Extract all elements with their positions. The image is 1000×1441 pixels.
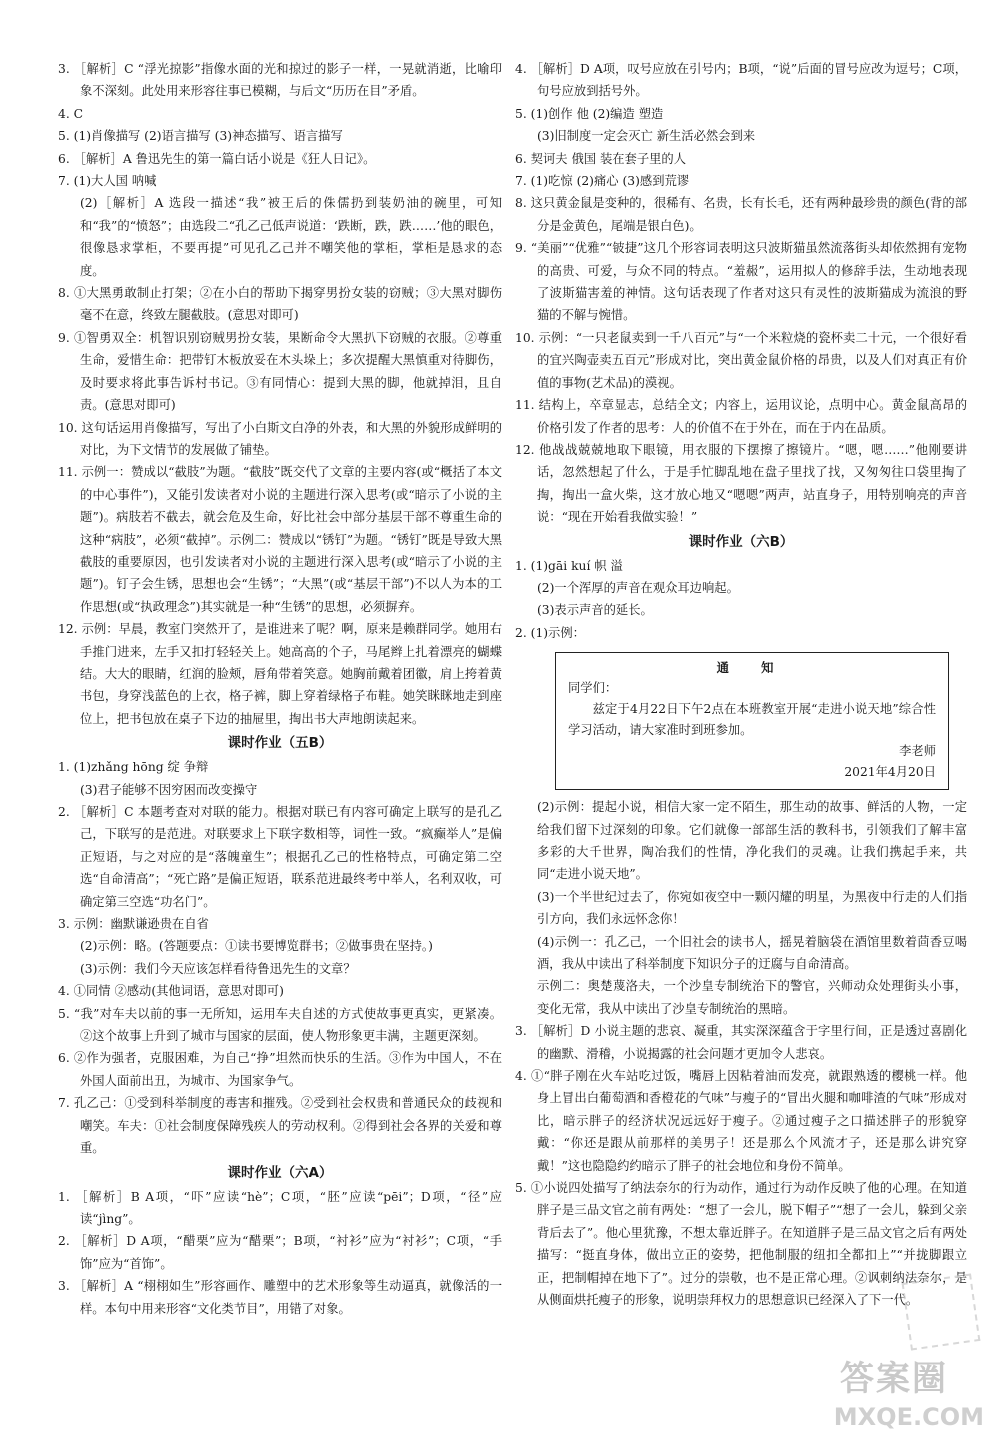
section-title: 课时作业（六B） [688,533,794,550]
answer-subitem: (4)示例一：孔乙己，一个旧社会的读书人，摇晃着脑袋在酒馆里数着茴香豆喝酒，我从中读出了科举制度下知识分子的迂腐与自命清高。 [537,934,967,971]
watermark-logo-text: 答案圈 [840,1359,948,1399]
answer-item: 3. 示例：幽默谦逊贵在自省 [58,917,209,932]
answer-item: 8. 这只黄金鼠是变种的，很稀有、名贵，长有长毛，还有两种最珍贵的颜色(背的部分是金黄色，尾端是银白色)。 [515,196,967,233]
answer-subitem: (2)一个浑厚的声音在观众耳边响起。 [537,580,739,595]
notice-greeting: 同学们： [568,681,618,696]
notice-title: 通 知 [716,660,788,676]
answer-item: 5. (1)肖像描写 (2)语言描写 (3)神态描写、语言描写 [58,129,343,144]
answer-item: 5. (1)创作 他 (2)编造 塑造 [515,106,664,121]
answer-item: 3. ［解析］A “栩栩如生”形容画作、雕塑中的艺术形象等生动逼真，就像活的一样。本句中用来形容“文化类节目”，用错了对象。 [58,1279,502,1316]
answer-item: 10. 示例：“一只老鼠卖到一千八百元”与“一个米粒烧的瓷杯卖二十元，一个很好看的宜兴陶壶卖五百元”形成对比，突出黄金鼠价格的昂贵，以及人们对真正有价值的事物(艺术品)的漠视。 [515,330,967,390]
answer-item: 4. C [58,106,84,121]
answer-item: 12. 示例：早晨，教室门突然开了，是谁进来了呢？啊，原来是赖群同学。她用右手推门进来，左手又扣打轻轻关上。她高高的个子，马尾辫上扎着漂亮的蝴蝶结。大大的眼睛，红润的脸颊，唇角带着笑意。她胸前戴着团徽，肩上挎着黄书包，身穿浅蓝色的上衣，格子裤，脚上穿着绿格子布鞋。她笑眯眯地走到座位上，把书包放在桌子下边的抽屉里，掏出书大声地朗读起来。 [58,622,502,726]
section-title: 课时作业（六A） [227,1164,333,1181]
answer-subitem: (3)示例：我们今天应该怎样看待鲁迅先生的文章？ [80,961,356,976]
answer-item: 7. 孔乙己：①受到科举制度的毒害和摧残。②受到社会权贵和普通民众的歧视和嘲笑。车夫：①社会制度保障残疾人的劳动权利。②得到社会各界的关爱和尊重。 [58,1096,502,1156]
answer-item: 5. “我”对车夫以前的事一无所知，运用车夫自述的方式使故事更真实，更紧凑。②这个故事上升到了城市与国家的层面，使人物形象更丰满，主题更深刻。 [58,1006,502,1044]
answer-item: 4. ［解析］D A项，叹号应放在引号内；B项，“说”后面的冒号应改为逗号；C项，句号应放到括号外。 [515,62,967,99]
answer-item: 1. ［解析］B A项，“吓”应读“hè”；C项，“胚”应读“pēi”；D项，“径”应读“jìng”。 [58,1189,502,1226]
answer-subitem: (3)君子能够不因穷困而改变操守 [80,782,258,797]
answer-subitem: (2)［解析］A 选段一描述“我”被王后的侏儒扔到装奶油的碗里，可知和“我”的“愤怒”；由选段二“孔乙己低声说道：‘跌断，跌，跌……’他的眼色，很像恳求掌柜，不要再提”可见孔乙己并不嘲笑他的掌柜，掌柜是恳求的态度。 [80,196,502,278]
left-column [58,58,502,1320]
answer-item: 9. ①智勇双全：机智识别窃贼男扮女装，果断命令大黑扒下窃贼的衣服。②尊重生命，爱惜生命：把带钉木板放妥在木头垛上；多次提醒大黑慎重对待脚伤，及时要求将此事告诉村书记。③有同情心：提到大黑的脚，他就掉泪，且自责。(意思对即可) [58,330,502,413]
notice-box [555,652,949,790]
answer-item: 6. ②作为强者，克服困难，为自己“挣”坦然而快乐的生活。③作为中国人，不在外国人面前出丑，为城市、为国家争气。 [58,1051,502,1088]
answer-item: 7. (1)大人国 呐喊 [58,174,157,189]
watermark-stamp [902,1273,981,1350]
answer-item: 2. (1)示例： [515,625,585,640]
answer-item: 10. 这句话运用肖像描写，写出了小白斯文白净的外表，和大黑的外貌形成鲜明的对比，为下文情节的发展做了铺垫。 [58,420,502,457]
right-column [515,58,967,1312]
notice-body: 兹定于4月22日下午2点在本班教室开展“走进小说天地”综合性学习活动，请大家准时到班参加。 [568,702,936,738]
answer-subitem: (3)一个半世纪过去了，你宛如夜空中一颗闪耀的明星，为黑夜中行走的人们指引方向，我们永远怀念你！ [537,889,967,927]
watermark [794,1351,984,1431]
answer-subitem: (2)示例：略。(答题要点：①读书要博览群书；②做事贵在坚持。) [80,939,433,954]
answer-item: 6. 契诃夫 俄国 装在套子里的人 [515,151,687,166]
answer-item: 2. ［解析］D A项，“醋栗”应为“醋栗”；B项，“衬衫”应为“衬衫”；C项，“手饰”应为“首饰”。 [58,1234,502,1271]
answer-item: 4. ①同情 ②感动(其他词语，意思对即可) [58,984,284,999]
answer-item: 8. ①大黑勇敢制止打架；②在小白的帮助下揭穿男扮女装的窃贼；③大黑对脚伤毫不在意，终致左腿截肢。(意思对即可) [58,286,502,323]
answer-item: 11. 结构上，卒章显志，总结全文；内容上，运用议论，点明中心。黄金鼠高昂的价格引发了作者的思考：人的价值不在于外在，而在于内在品质。 [515,398,967,435]
answer-subitem: (2)示例：提起小说，相信大家一定不陌生，那生动的故事、鲜活的人物，一定给我们留下过深刻的印象。它们就像一部部生活的教科书，引领我们了解丰富多彩的大千世界，陶冶我们的性情，净化我们的灵魂。让我们携起手来，共同“走进小说天地”。 [537,800,967,882]
answer-item: 9. “美丽”“优雅”“铍捷”这几个形容词表明这只波斯猫虽然流落街头却依然拥有宠物的高贵、可爱，与众不同的特点。“羞赧”，运用拟人的修辞手法，生动地表现了波斯猫害羞的神情。这句话表现了作者对这只有灵性的波斯猫成为流浪的野猫的不解与惋惜。 [515,241,967,323]
section-title: 课时作业（五B） [227,735,333,752]
answer-subitem: 示例二：奥楚蔑洛夫，一个沙皇专制统治下的警官，兴师动众处理街头小事，变化无常，我从中读出了沙皇专制统治的黑暗。 [537,979,967,1016]
answer-item: 12. 他战战兢兢地取下眼镜，用衣服的下摆擦了擦镜片。“嗯，嗯……”他刚要讲话，忽然想起了什么，于是手忙脚乱地在盘子里找了找，又匆匆往口袋里掏了掏，掏出一盒火柴，这才放心地又“嗯嗯”两声，站直身子，用特别响亮的声音说：“现在开始看我做实验！” [515,442,967,525]
answer-item: 3. ［解析］C “浮光掠影”指像水面的光和掠过的影子一样，一晃就消逝，比喻印象不深刻。此处用来形容往事已模糊，与后文“历历在目”矛盾。 [58,62,502,99]
answer-item: 1. (1)gāi kuí 帜 溢 [515,558,623,573]
answer-item: 7. (1)吃惊 (2)痛心 (3)感到荒谬 [515,174,690,189]
answer-item: 2. ［解析］C 本题考查对对联的能力。根据对联已有内容可确定上联写的是孔乙己，下联写的是范进。对联要求上下联字数相等，词性一致。“疯癫举人”是偏正短语，与之对应的是“落魄童生”；根据孔乙己的性格特点，可确定第二空选“自命清高”；“死亡路”是偏正短语，联系范进最终考中举人，名利双收，可确定第三空选“功名门”。 [58,805,502,909]
notice-signature: 李老师 [899,744,936,759]
answer-item: 6. ［解析］A 鲁迅先生的第一篇白话小说是《狂人日记》。 [58,151,376,166]
answer-item: 1. (1)zhǎng hōng 绽 争辩 [58,760,209,775]
answer-item: 4. ①“胖子刚在火车站吃过饭，嘴唇上因粘着油而发亮，就跟熟透的樱桃一样。他身上冒出白葡萄酒和香橙花的气味”与瘦子的“冒出火腿和咖啡渣的气味”形成对比，暗示胖子的经济状况远远好于瘦子。②通过瘦子之口描述胖子的形貌穿戴：“你还是跟从前那样的美男子！还是那么个风流才子，还是那么讲究穿戴！”这也隐隐约约暗示了胖子的社会地位和身份不简单。 [515,1069,967,1173]
watermark-site-text: MXQE.COM [833,1403,984,1431]
notice-date: 2021年4月20日 [844,765,936,780]
answer-subitem: (3)旧制度一定会灭亡 新生活必然会到来 [537,129,756,144]
answer-item: 3. ［解析］D 小说主题的悲哀、凝重，其实深深蕴含于字里行间，正是透过喜剧化的幽默、滑稽，小说揭露的社会问题才更加令人悲哀。 [515,1024,967,1061]
answer-subitem: (3)表示声音的延长。 [537,603,653,618]
answer-item: 11. 示例一：赞成以“截肢”为题。“截肢”既交代了文章的主要内容(或“概括了本文的中心事件”)，又能引发读者对小说的主题进行深入思考(或“暗示了小说的主题”)。病肢若不截去，就会危及生命，好比社会中部分基层干部不尊重生命的这种“病肢”，必须“截掉”。示例二：赞成以“锈钉”为题。“锈钉”既是导致大黑截肢的重要原因，也引发读者对小说的主题进行深入思考(或“暗示了小说的主题”)。钉子会生锈，思想也会“生锈”；“大黑”(或“基层干部”)不以人为本的工作思想(或“执政理念”)其实就是一种“生锈”的思想，必须摒弃。 [58,465,502,614]
answer-item: 5. ①小说四处描写了纳法奈尔的行为动作，通过行为动作反映了他的心理。在知道胖子是三品文官之前有两处：“想了一会儿，脱下帽子”“想了一会儿，躲到父亲背后去了”。他心里犹豫，不想太靠近胖子。在知道胖子是三品文官之后有两处描写：“挺直身体，做出立正的姿势，把他制服的纽扣全都扣上”“并拢脚跟立正，把制帽掉在地下了”。过分的崇敬，也不是正常心理。②讽刺纳法奈尔，是从侧面烘托瘦子的形象，说明崇拜权力的思想意识已经深入了下一代。 [515,1181,967,1308]
